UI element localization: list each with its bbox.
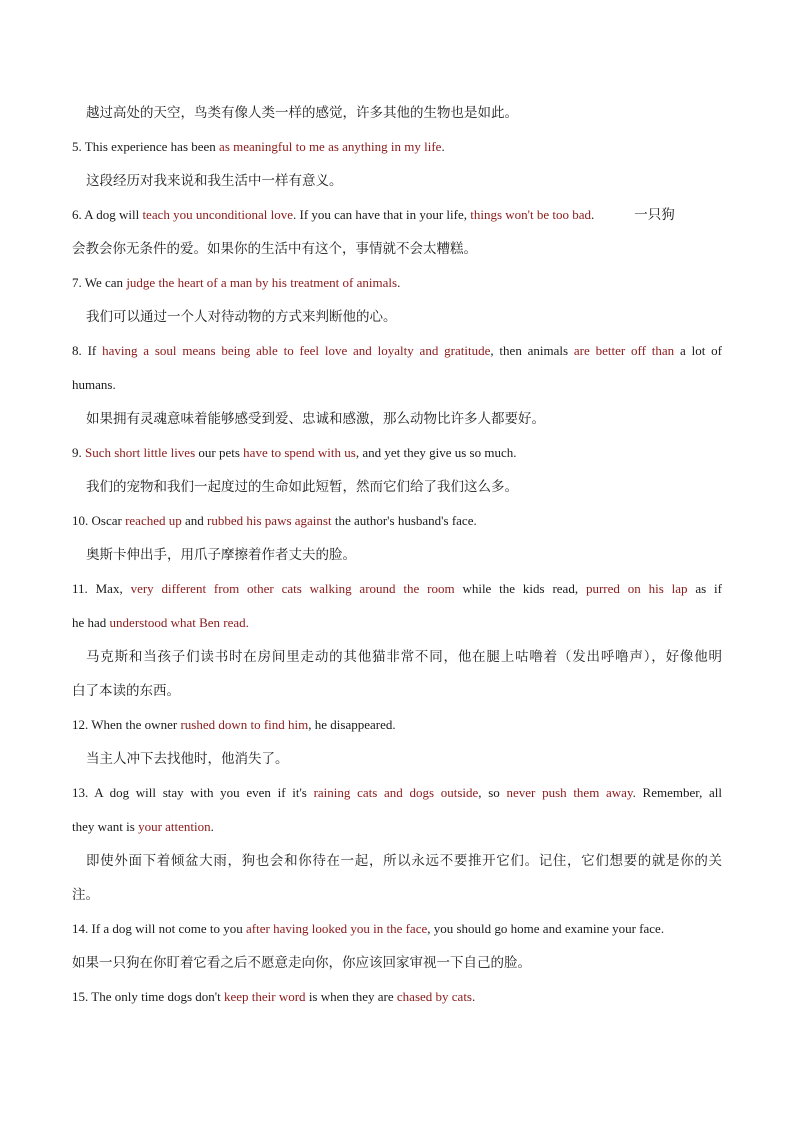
sentence-line <box>72 334 722 368</box>
highlighted-phrase: have to spend with us <box>243 445 356 460</box>
highlighted-phrase: teach you unconditional love <box>142 207 293 222</box>
highlighted-phrase: Such short little lives <box>85 445 196 460</box>
highlighted-phrase: having a soul means being able to feel love and loyalty and gratitude <box>102 343 491 358</box>
text-segment: , then animals <box>490 343 574 358</box>
text-segment: 如果一只狗在你盯着它看之后不愿意走向你，你应该回家审视一下自己的脸。 <box>72 955 531 971</box>
text-segment: 我们可以通过一个人对待动物的方式来判断他的心。 <box>86 309 397 325</box>
text-segment: the author's husband's face. <box>331 513 477 528</box>
highlighted-phrase: understood what Ben read. <box>109 615 249 630</box>
highlighted-phrase: are better off than <box>573 343 675 358</box>
text-segment: while the kids read, <box>454 581 586 596</box>
text-segment: . If you can have that in your life, <box>292 207 471 222</box>
translation-line <box>72 402 722 436</box>
text-segment: as if <box>687 581 722 596</box>
sentence-line <box>72 130 722 164</box>
highlighted-phrase: reached up <box>125 513 182 528</box>
text-segment: 一只狗 <box>634 207 675 223</box>
text-segment: a lot of <box>674 343 722 358</box>
translation-line <box>72 946 722 980</box>
translation-line <box>72 300 722 334</box>
text-segment: they want is <box>72 819 139 834</box>
text-segment: , so <box>478 785 507 800</box>
text-segment: is when they are <box>305 989 397 1004</box>
translation-line <box>72 538 722 572</box>
sentence-line <box>72 266 722 300</box>
text-segment: 奥斯卡伸出手，用爪子摩擦着作者丈夫的脸。 <box>86 547 356 563</box>
highlighted-phrase: purred on his lap <box>585 581 688 596</box>
translation-line <box>72 878 722 912</box>
text-segment: 11. Max, <box>72 581 131 596</box>
highlighted-phrase: as meaningful to me as anything in my life <box>219 139 442 154</box>
sentence-line <box>72 810 722 844</box>
text-segment: and <box>181 513 208 528</box>
text-segment: 即使外面下着倾盆大雨，狗也会和你待在一起，所以永远不要推开它们。记住，它们想要的就是你的关 <box>86 853 722 869</box>
highlighted-phrase: things won't be too bad <box>470 207 592 222</box>
text-segment: he had <box>72 615 110 630</box>
highlighted-phrase: never push them away <box>506 785 633 800</box>
sentence-line <box>72 198 722 232</box>
translation-line <box>72 674 722 708</box>
highlighted-phrase: after having looked you in the face <box>246 921 428 936</box>
sentence-line <box>72 368 722 402</box>
text-segment: 13. A dog will stay with you even if it's <box>72 785 314 800</box>
text-segment: . <box>591 207 595 222</box>
highlighted-phrase: keep their word <box>223 989 306 1004</box>
sentence-line <box>72 606 722 640</box>
highlighted-phrase: chased by cats <box>396 989 472 1004</box>
text-segment: humans. <box>72 377 116 392</box>
text-segment: 如果拥有灵魂意味着能够感受到爱、忠诚和感激，那么动物比许多人都要好。 <box>86 411 545 427</box>
document-page <box>72 96 722 1014</box>
text-segment: , he disappeared. <box>308 717 396 732</box>
translation-line <box>72 164 722 198</box>
text-segment: 越过高处的天空，鸟类有像人类一样的感觉，许多其他的生物也是如此。 <box>86 105 518 121</box>
sentence-line <box>72 912 722 946</box>
text-segment: 5. This experience has been <box>72 139 220 154</box>
text-segment: 白了本读的东西。 <box>72 683 180 699</box>
translation-line <box>72 844 722 878</box>
text-segment: 马克斯和当孩子们读书时在房间里走动的其他猫非常不同，他在腿上咕噜着（发出呼噜声），好像他明 <box>86 649 722 665</box>
sentence-line <box>72 436 722 470</box>
highlighted-phrase: very different from other cats walking around the room <box>130 581 455 596</box>
text-segment: our pets <box>195 445 244 460</box>
text-segment: . <box>397 275 401 290</box>
translation-line <box>72 640 722 674</box>
highlighted-phrase: rubbed his paws against <box>207 513 332 528</box>
text-segment: , and yet they give us so much. <box>355 445 517 460</box>
text-segment: 我们的宠物和我们一起度过的生命如此短暂，然而它们给了我们这么多。 <box>86 479 518 495</box>
sentence-line <box>72 572 722 606</box>
text-segment: . <box>210 819 214 834</box>
translation-line <box>72 232 722 266</box>
text-segment: 15. The only time dogs don't <box>72 989 224 1004</box>
sentence-line <box>72 708 722 742</box>
translation-line <box>72 96 722 130</box>
translation-line <box>72 742 722 776</box>
text-segment: . <box>441 139 445 154</box>
text-segment: 6. A dog will <box>72 207 143 222</box>
text-segment: 会教会你无条件的爱。如果你的生活中有这个，事情就不会太糟糕。 <box>72 241 477 257</box>
text-segment: 14. If a dog will not come to you <box>72 921 247 936</box>
text-segment: . Remember, all <box>632 785 723 800</box>
text-segment: 9. <box>72 445 85 460</box>
highlighted-phrase: judge the heart of a man by his treatment of animals <box>126 275 398 290</box>
highlighted-phrase: your attention <box>138 819 211 834</box>
text-segment: 注。 <box>72 887 99 903</box>
text-segment: 当主人冲下去找他时，他消失了。 <box>86 751 289 767</box>
text-segment: 7. We can <box>72 275 127 290</box>
text-segment: , you should go home and examine your face. <box>427 921 665 936</box>
translation-line <box>72 470 722 504</box>
text-segment: 10. Oscar <box>72 513 126 528</box>
sentence-line <box>72 504 722 538</box>
text-segment: 这段经历对我来说和我生活中一样有意义。 <box>86 173 343 189</box>
sentence-line <box>72 980 722 1014</box>
text-segment: . <box>472 989 476 1004</box>
highlighted-phrase: raining cats and dogs outside <box>313 785 479 800</box>
text-segment: 12. When the owner <box>72 717 181 732</box>
highlighted-phrase: rushed down to find him <box>180 717 309 732</box>
text-segment: 8. If <box>72 343 103 358</box>
sentence-line <box>72 776 722 810</box>
